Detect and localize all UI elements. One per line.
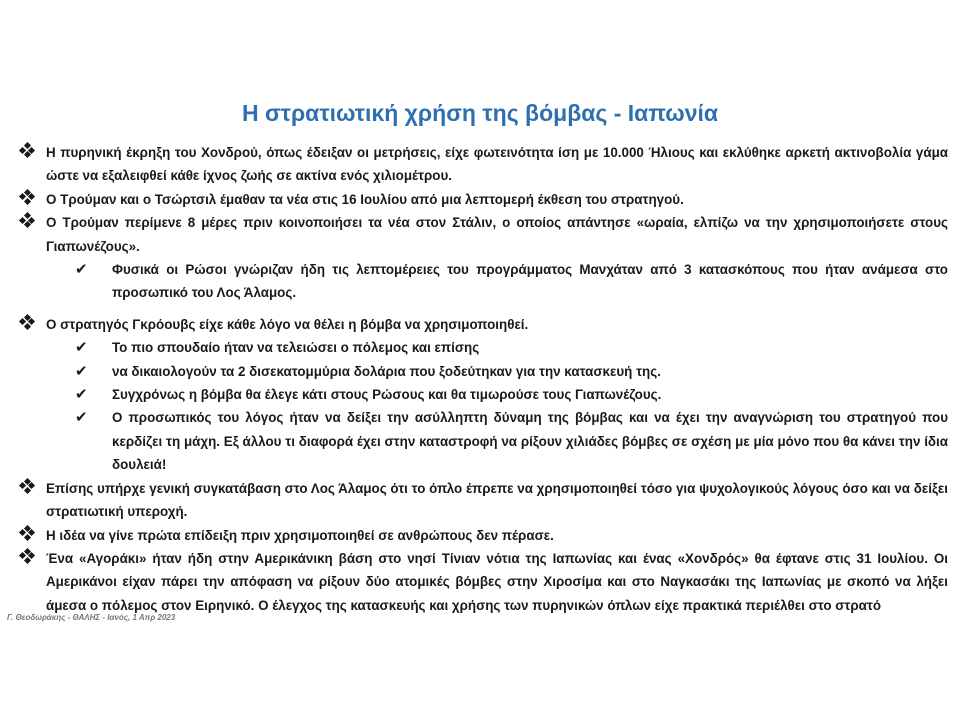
slide-footer: Γ. Θεοδωράκης - ΘΑΛΗΣ - Ιανός, 1 Απρ 2023	[7, 613, 176, 622]
bullet-item-6	[20, 524, 948, 547]
sub-bullet-item-2	[20, 336, 948, 359]
bullet-text: Ο Τρούμαν και ο Τσώρτσιλ έμαθαν τα νέα στις 16 Ιουλίου από μια λεπτομερή έκθεση του στρατηγού.	[46, 191, 684, 207]
bullet-item-7	[20, 547, 948, 617]
bullet-item-2	[20, 188, 948, 211]
check-bullet-icon: ✔	[75, 339, 88, 357]
bullet-item-5	[20, 477, 948, 524]
slide-title: Η στρατιωτική χρήση της βόμβας - Ιαπωνία	[241, 100, 719, 126]
diamond-bullet-icon	[20, 477, 34, 500]
sub-bullet-item-3	[20, 360, 948, 383]
check-bullet-icon: ✔	[75, 362, 88, 380]
check-bullet-icon: ✔	[75, 386, 88, 404]
sub-bullet-item-4	[20, 383, 948, 406]
check-bullet-icon: ✔	[75, 261, 88, 279]
bullet-text: Ο προσωπικός του λόγος ήταν να δείξει την ασύλληπτη δύναμη της βόμβας και να έχει την αναγνώριση του στρατηγού που κερδίζει τη μάχη. Εξ άλλου τι διαφορά έχει στην καταστροφή να ρίξουν χιλιάδες βόμβες σε σχέση με μία μόνο που θα κάνει την ίδια δουλειά!	[112, 410, 948, 473]
bullet-text: Η ιδέα να γίνε πρώτα επίδειξη πριν χρησιμοποιηθεί σε ανθρώπους δεν πέρασε.	[46, 527, 554, 543]
diamond-bullet-icon	[20, 141, 34, 164]
bullet-item-4	[20, 313, 948, 336]
diamond-bullet-icon	[20, 188, 34, 211]
bullet-text: Το πιο σπουδαίο ήταν να τελειώσει ο πόλεμος και επίσης	[112, 340, 480, 356]
bullet-text: Συγχρόνως η βόμβα θα έλεγε κάτι στους Ρώσους και θα τιμωρούσε τους Γιαπωνέζους.	[112, 387, 662, 403]
bullet-text: Ο στρατηγός Γκρόουβς είχε κάθε λόγο να θέλει η βόμβα να χρησιμοποιηθεί.	[46, 316, 529, 332]
bullet-text: Ο Τρούμαν περίμενε 8 μέρες πριν κοινοποιήσει τα νέα στον Στάλιν, ο οποίος απάντησε «ωραία, ελπίζω να την χρησιμοποιήσετε στους Γιαπωνέζους».	[46, 215, 948, 254]
sub-bullet-item-1	[20, 258, 948, 305]
bullet-list	[20, 141, 948, 617]
diamond-bullet-icon	[20, 524, 34, 547]
diamond-bullet-icon	[20, 211, 34, 234]
bullet-text: να δικαιολογούν τα 2 δισεκατομμύρια δολάρια που ξοδεύτηκαν για την κατασκευή της.	[112, 363, 661, 379]
diamond-bullet-icon	[20, 313, 34, 336]
bullet-text: Φυσικά οι Ρώσοι γνώριζαν ήδη τις λεπτομέρειες του προγράμματος Μανχάταν από 3 κατασκόπους που ήταν ανάμεσα στο προσωπικό του Λος Άλαμος.	[112, 262, 948, 301]
bullet-item-3	[20, 211, 948, 258]
bullet-item-1	[20, 141, 948, 188]
bullet-text: Ένα «Αγοράκι» ήταν ήδη στην Αμερικάνικη βάση στο νησί Τίνιαν νότια της Ιαπωνίας και ένας «Χονδρός» θα έφτανε στις 31 Ιουλίου. Οι Αμερικάνοι είχαν πάρει την απόφαση να ρίξουν δύο ατομικές βόμβες στην Χιροσίμα και στο Ναγκασάκι της Ιαπωνίας με σκοπό να λήξει άμεσα ο πόλεμος στον Ειρηνικό. Ο έλεγχος της κατασκευής και χρήσης των πυρηνικών όπλων είχε πρακτικά περιέλθει στο στρατό	[46, 550, 948, 613]
bullet-text: Επίσης υπήρχε γενική συγκατάβαση στο Λος Άλαμος ότι το όπλο έπρεπε να χρησιμοποιηθεί τόσο για ψυχολογικούς λόγους όσο και να δείξει στρατιωτική υπεροχή.	[46, 480, 948, 520]
bullet-text: Η πυρηνική έκρηξη του Χονδρού, όπως έδειξαν οι μετρήσεις, είχε φωτεινότητα ίση με 10.000 Ήλιους και εκλύθηκε αρκετή ακτινοβολία γάμα ώστε να εξαλειφθεί κάθε ίχνος ζωής σε ακτίνα ενός χιλιομέτρου.	[46, 145, 948, 184]
check-bullet-icon: ✔	[75, 409, 88, 427]
sub-bullet-item-5	[20, 406, 948, 476]
diamond-bullet-icon	[20, 547, 34, 570]
